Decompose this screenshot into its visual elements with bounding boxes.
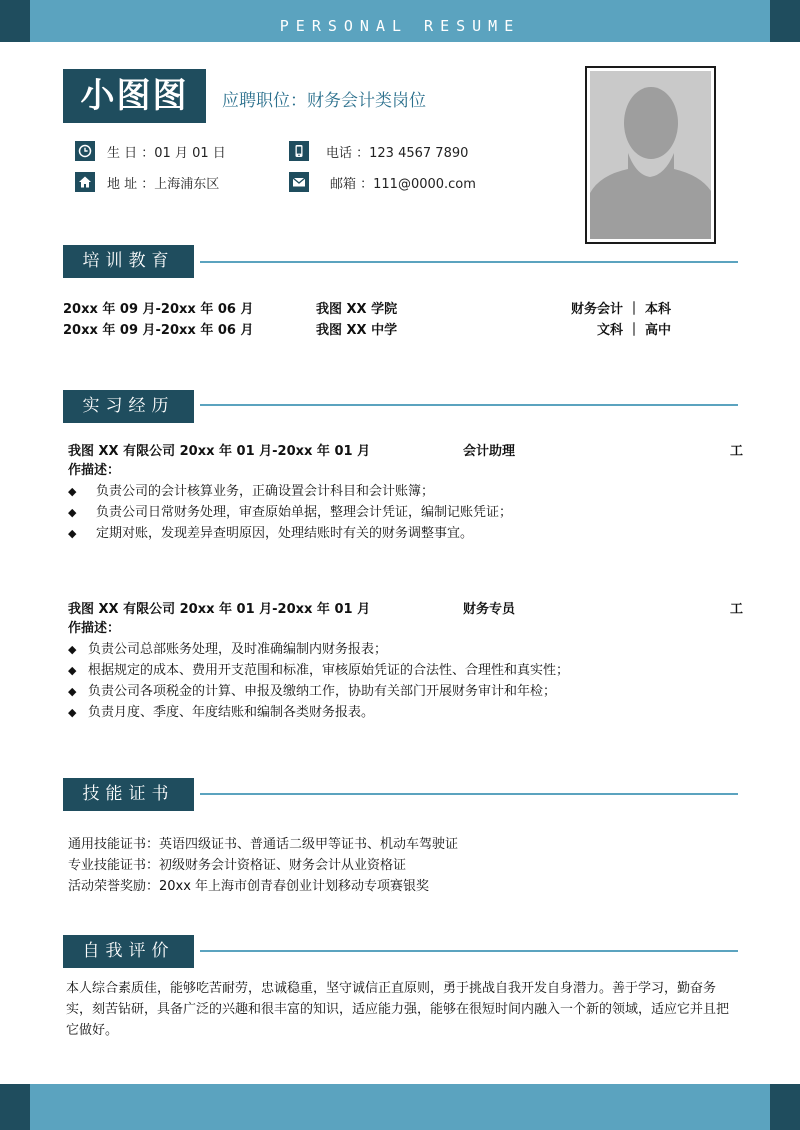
edu-period-2: 20xx 年 09 月-20xx 年 06 月 — [63, 323, 254, 338]
job-2-role: 财务专员 — [463, 602, 516, 617]
job-2-desc-label: 作描述： — [68, 621, 121, 636]
address: 地 址 ：上海浦东区 — [107, 177, 220, 192]
list-item: ◆ 根据规定的成本、费用开支范围和标准，审核原始凭证的合法性、合理性和真实性； — [68, 663, 570, 678]
list-item: ◆ 负责公司的会计核算业务，正确设置会计科目和会计账簿； — [68, 484, 435, 499]
job-1-wrap-char: 工 — [730, 444, 744, 459]
skills-line-3: 活动荣誉奖励：20xx 年上海市创青春创业计划移动专项赛银奖 — [68, 879, 430, 894]
skills-line-2: 专业技能证书：初级财务会计资格证、财务会计从业资格证 — [68, 858, 407, 873]
diamond-bullet-icon: ◆ — [68, 643, 77, 656]
section-divider — [200, 793, 738, 795]
section-title-internship: 实习经历 — [63, 390, 194, 423]
edu-degree-1: 财务会计 ｜ 本科 — [570, 302, 671, 317]
home-icon — [75, 172, 95, 192]
list-item: ◆ 定期对账，发现差异查明原因，处理结账时有关的财务调整事宜。 — [68, 526, 474, 541]
section-divider — [200, 404, 738, 406]
job-2-company-period: 我图 XX 有限公司 20xx 年 01 月-20xx 年 01 月 — [68, 602, 371, 617]
section-title-self-eval: 自我评价 — [63, 935, 194, 968]
job-1-role: 会计助理 — [463, 444, 516, 459]
job-1-company-period: 我图 XX 有限公司 20xx 年 01 月-20xx 年 01 月 — [68, 444, 371, 459]
list-item: ◆ 负责公司日常财务处理，审查原始单据，整理会计凭证，编制记账凭证； — [68, 505, 513, 520]
list-item: ◆ 负责公司总部账务处理，及时准确编制内财务报表； — [68, 642, 388, 657]
person-silhouette-icon — [590, 71, 711, 239]
phone-icon — [289, 141, 309, 161]
profile-photo — [585, 66, 716, 244]
job-position: 应聘职位：财务会计类岗位 — [222, 91, 426, 111]
diamond-bullet-icon: ◆ — [68, 485, 77, 498]
diamond-bullet-icon: ◆ — [68, 664, 77, 677]
name-box: 小图图 — [63, 69, 206, 123]
skills-line-1: 通用技能证书：英语四级证书、普通话二级甲等证书、机动车驾驶证 — [68, 837, 459, 852]
banner-right-accent — [770, 1084, 800, 1130]
bottom-banner — [0, 1084, 800, 1130]
banner-title: PERSONAL RESUME — [279, 17, 521, 35]
edu-school-1: 我图 XX 学院 — [316, 302, 398, 317]
diamond-bullet-icon: ◆ — [68, 685, 77, 698]
diamond-bullet-icon: ◆ — [68, 527, 77, 540]
birthday: 生 日 ：01 月 01 日 — [107, 146, 226, 161]
banner-left-accent — [0, 1084, 30, 1130]
edu-degree-2: 文科 ｜ 高中 — [596, 323, 671, 338]
email: 邮箱 ：111@0000.com — [330, 177, 476, 192]
section-title-skills: 技能证书 — [63, 778, 194, 811]
job-2-wrap-char: 工 — [730, 602, 744, 617]
section-divider — [200, 261, 738, 263]
edu-period-1: 20xx 年 09 月-20xx 年 06 月 — [63, 302, 254, 317]
top-banner — [0, 0, 800, 42]
self-eval-text: 本人综合素质佳，能够吃苦耐劳，忠诚稳重，坚守诚信正直原则，勇于挑战自我开发自身潜力。善于学习，勤奋务实，刻苦钻研，具备广泛的兴趣和很丰富的知识，适应能力强，能够在很短时间内融入一个新的领域，适应它并且把它做好。 — [66, 981, 730, 1038]
section-divider — [200, 950, 738, 952]
diamond-bullet-icon: ◆ — [68, 506, 77, 519]
list-item: ◆ 负责公司各项税金的计算、申报及缴纳工作，协助有关部门开展财务审计和年检； — [68, 684, 557, 699]
diamond-bullet-icon: ◆ — [68, 706, 77, 719]
phone: 电话 ：123 4567 7890 — [326, 146, 469, 161]
edu-school-2: 我图 XX 中学 — [316, 323, 398, 338]
job-1-desc-label: 作描述： — [68, 463, 121, 478]
mail-icon — [289, 172, 309, 192]
list-item: ◆ 负责月度、季度、年度结账和编制各类财务报表。 — [68, 705, 375, 720]
section-title-education: 培训教育 — [63, 245, 194, 278]
clock-icon — [75, 141, 95, 161]
